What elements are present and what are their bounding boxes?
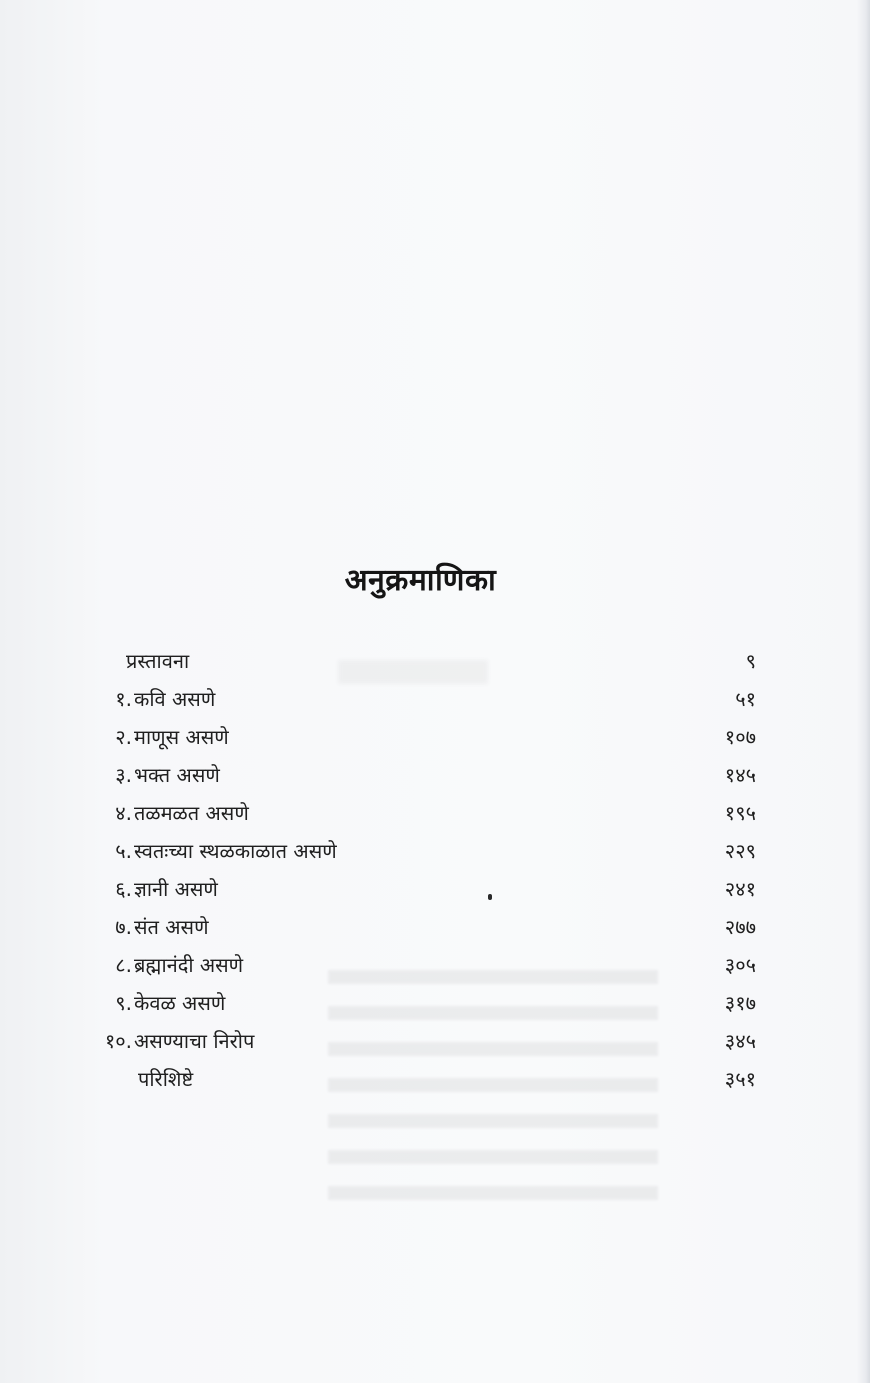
toc-entry-number: ९.: [115, 991, 132, 1015]
toc-entry-title: संत असणे: [134, 915, 209, 939]
toc-entry-number: ७.: [115, 915, 132, 939]
toc-entry-title: भक्त असणे: [134, 763, 220, 787]
toc-entry-page: ३१७: [724, 991, 756, 1015]
toc-entry-preface: [0, 642, 870, 680]
toc-entry-number: ८.: [115, 953, 132, 977]
contents-heading: अनुक्रमाणिका: [344, 563, 497, 598]
toc-entry-number: १०.: [104, 1029, 132, 1053]
toc-entry-page: १९५: [724, 801, 756, 825]
toc-entry-number: ४.: [115, 801, 132, 825]
toc-entry-1: [0, 680, 870, 718]
toc-entry-title: प्रस्तावना: [126, 649, 190, 673]
toc-entry-title: ब्रह्मानंदी असणे: [134, 953, 244, 977]
toc-entry-page: ९: [745, 649, 756, 673]
toc-entry-title: तळमळत असणे: [134, 801, 249, 825]
toc-entry-title: ज्ञानी असणे: [134, 877, 218, 901]
toc-entry-page: ३०५: [724, 953, 756, 977]
toc-entry-number: २.: [115, 725, 132, 749]
toc-entry-number: १.: [115, 687, 132, 711]
toc-entry-title: केवळ असणे: [134, 991, 226, 1015]
toc-entry-8: [0, 946, 870, 984]
toc-entry-3: [0, 756, 870, 794]
toc-entry-page: २७७: [724, 915, 756, 939]
toc-entry-number: ३.: [115, 763, 132, 787]
toc-entry-title: माणूस असणे: [134, 725, 229, 749]
toc-entry-page: ३५१: [724, 1067, 756, 1091]
toc-entry-5: [0, 832, 870, 870]
toc-entry-page: १४५: [724, 763, 756, 787]
toc-entry-title: कवि असणे: [134, 687, 216, 711]
toc-entry-page: १०७: [724, 725, 756, 749]
toc-entry-page: ३४५: [724, 1029, 756, 1053]
toc-entry-page: २४१: [724, 877, 756, 901]
toc-entry-7: [0, 908, 870, 946]
toc-entry-4: [0, 794, 870, 832]
toc-entry-page: ५१: [735, 687, 756, 711]
toc-entry-page: २२९: [724, 839, 756, 863]
toc-entry-6: [0, 870, 870, 908]
toc-entry-appendix: [0, 1060, 870, 1098]
toc-entry-number: ६.: [115, 877, 132, 901]
toc-entry-number: ५.: [115, 839, 132, 863]
toc-entry-title: स्वतःच्या स्थळकाळात असणे: [134, 839, 337, 863]
toc-entry-title: असण्याचा निरोप: [134, 1029, 255, 1053]
toc-entry-10: [0, 1022, 870, 1060]
toc-entry-title: परिशिष्टे: [138, 1067, 194, 1091]
toc-entry-2: [0, 718, 870, 756]
toc-entry-9: [0, 984, 870, 1022]
